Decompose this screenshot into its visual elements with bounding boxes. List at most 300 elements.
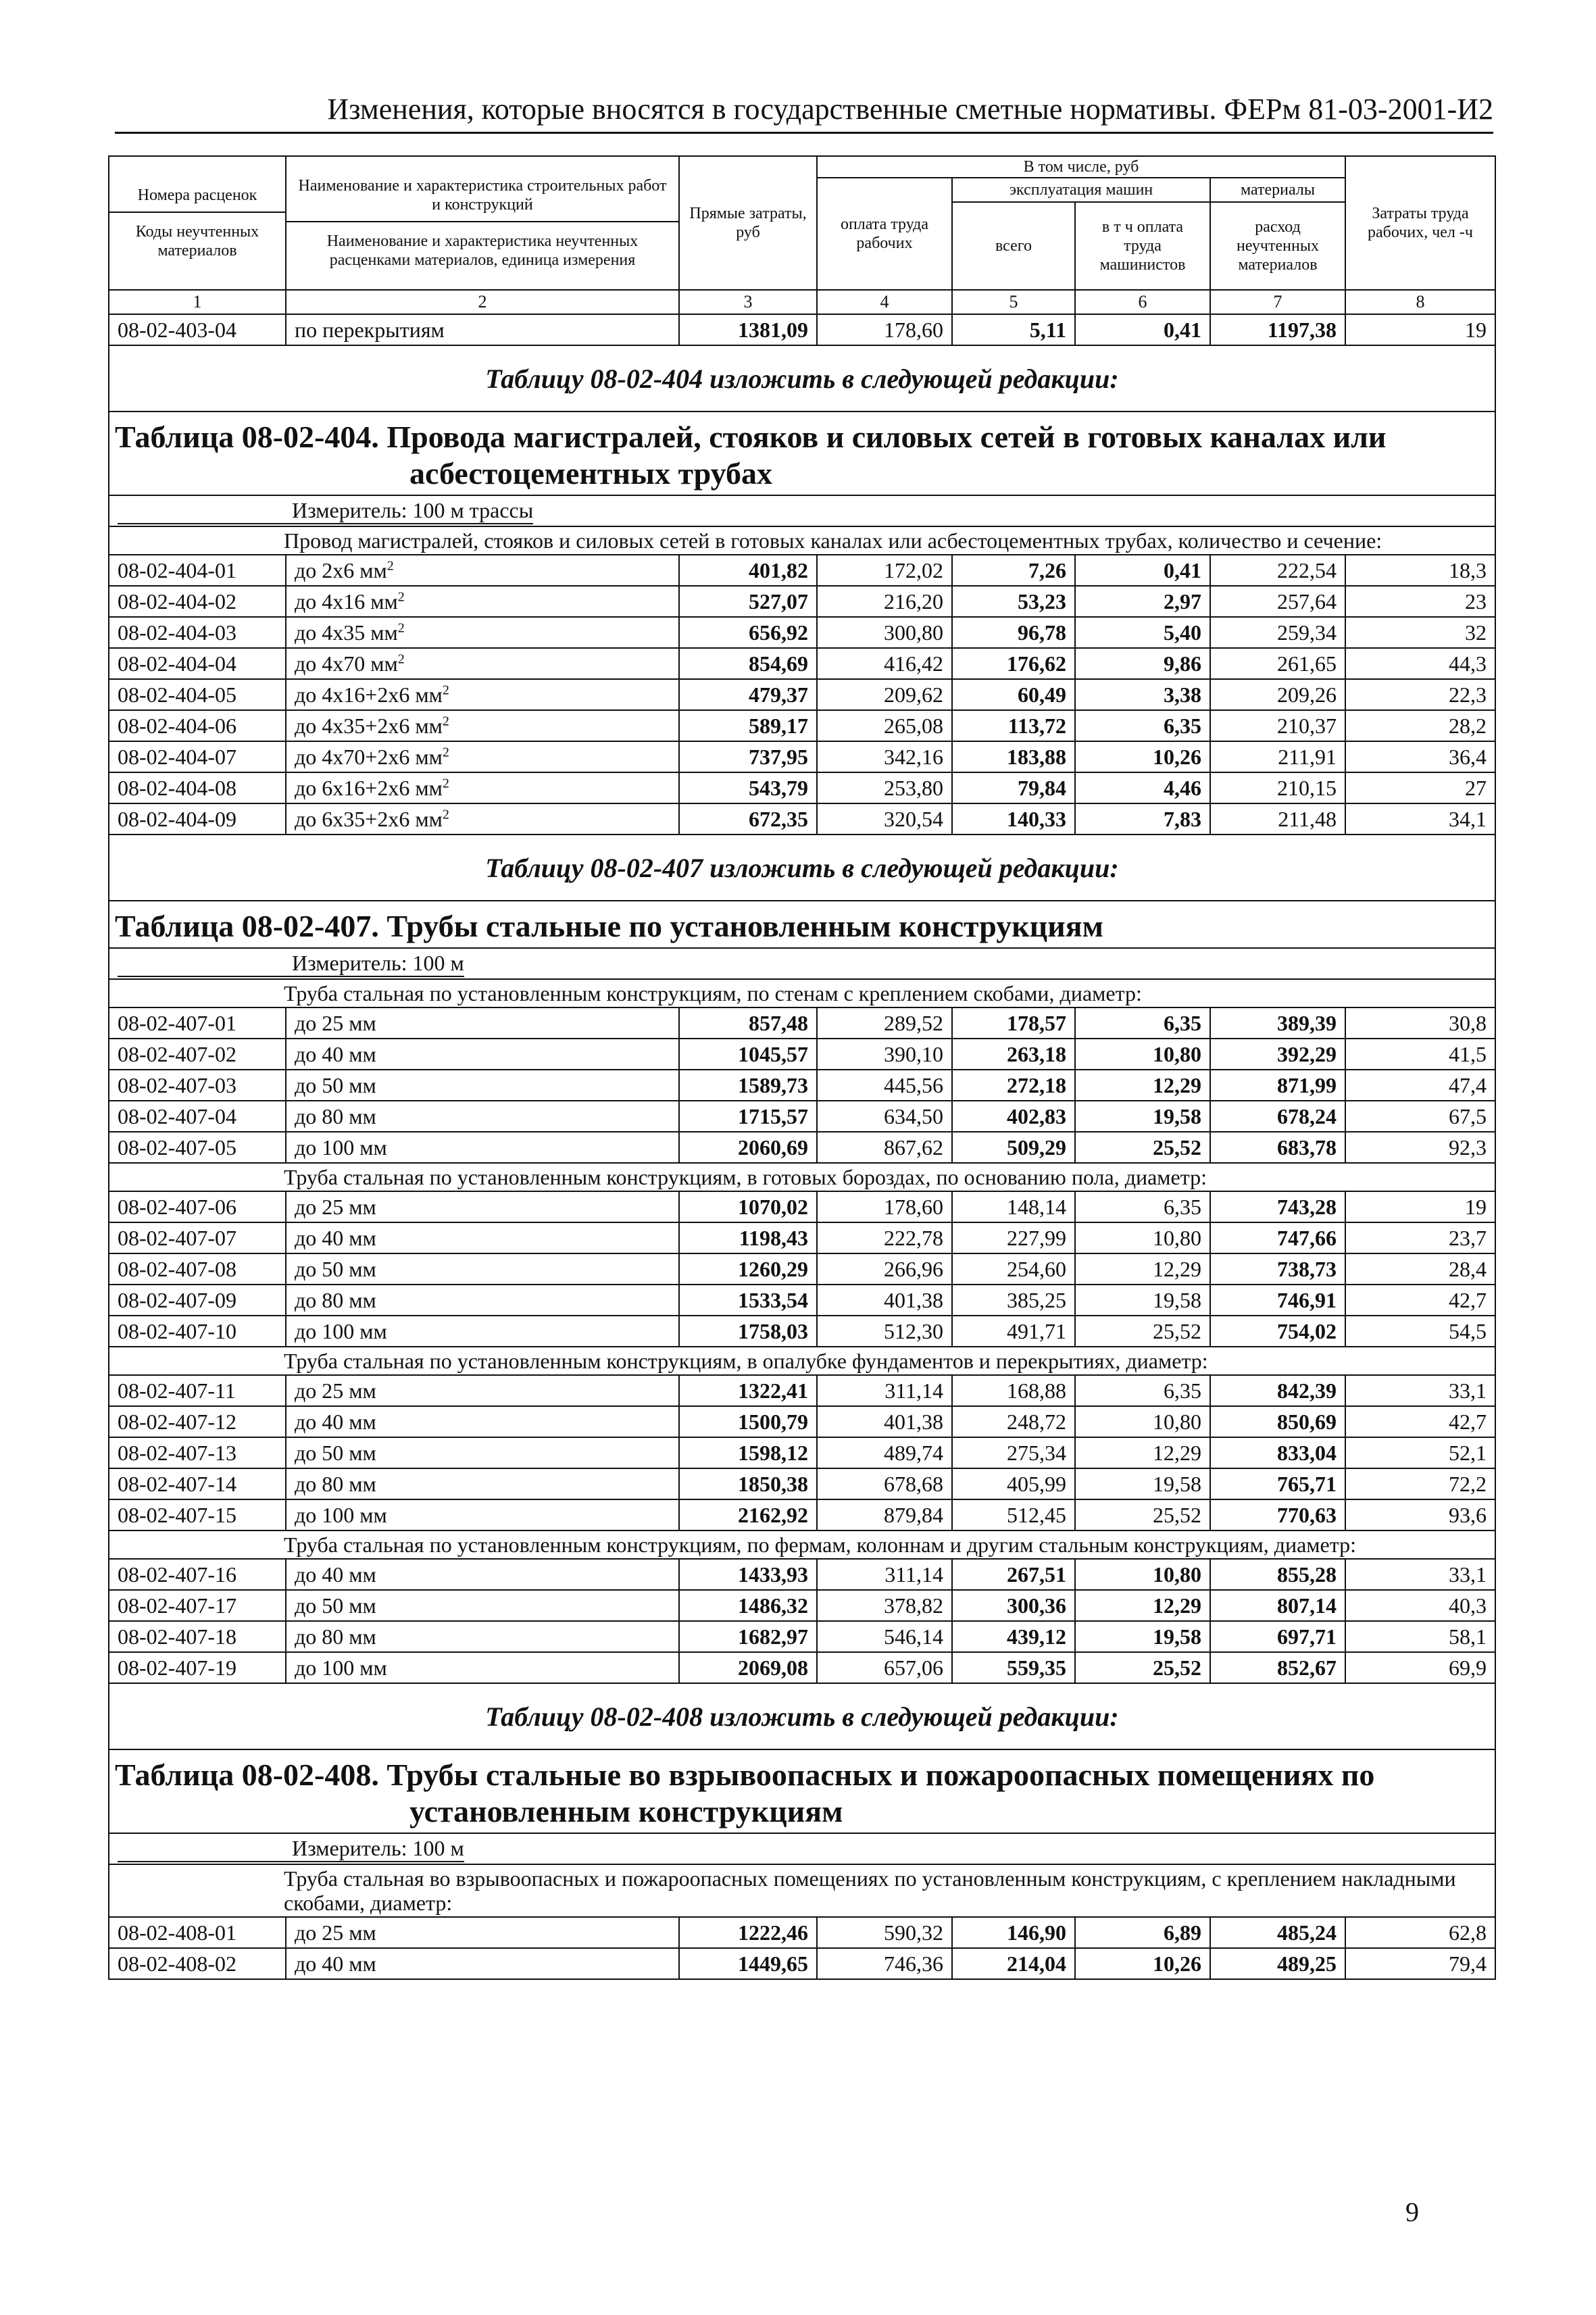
material-cost: 833,04 (1210, 1437, 1345, 1468)
rate-code: 08-02-404-03 (109, 617, 286, 648)
table-row (109, 1468, 1495, 1499)
labor-hours: 28,4 (1345, 1253, 1495, 1285)
material-cost: 770,63 (1210, 1499, 1345, 1530)
column-number: 1 (109, 290, 286, 314)
rate-code: 08-02-407-03 (109, 1070, 286, 1101)
rate-name: до 4х35 мм (295, 620, 398, 645)
rate-name: по перекрытиям (286, 314, 679, 345)
wage-cost: 289,52 (817, 1007, 952, 1039)
labor-hours: 19 (1345, 1191, 1495, 1222)
group-heading-row (109, 1163, 1495, 1191)
labor-hours: 58,1 (1345, 1621, 1495, 1652)
material-cost: 211,91 (1210, 741, 1345, 772)
wage-cost: 178,60 (817, 1191, 952, 1222)
material-cost: 259,34 (1210, 617, 1345, 648)
rate-code: 08-02-408-01 (109, 1917, 286, 1948)
machine-wage-cost: 25,52 (1075, 1652, 1210, 1683)
header-including: В том числе, руб (817, 156, 1345, 178)
rate-name-cell (286, 679, 679, 710)
column-number: 6 (1075, 290, 1210, 314)
edit-instruction: Таблицу 08-02-404 изложить в следующей редакции: (109, 345, 1495, 412)
unit-superscript: 2 (442, 682, 449, 698)
table-title-line: Таблица 08-02-407. Трубы стальные по установленным конструкциям (115, 909, 1103, 943)
rate-name-cell (286, 1948, 679, 1979)
labor-hours: 41,5 (1345, 1039, 1495, 1070)
rate-name-cell (286, 803, 679, 835)
wage-cost: 178,60 (817, 314, 952, 345)
running-head: Изменения, которые вносятся в государственные сметные нормативы. ФЕРм 81-03-2001-И2 (115, 92, 1493, 134)
measure-unit: Измеритель: 100 м трассы (118, 498, 533, 524)
rate-code: 08-02-404-06 (109, 710, 286, 741)
table-row (109, 1007, 1495, 1039)
material-cost: 210,15 (1210, 772, 1345, 803)
header-materials: материалы (1210, 178, 1345, 202)
measure-cell (109, 948, 1495, 979)
labor-hours: 33,1 (1345, 1375, 1495, 1406)
direct-cost: 737,95 (679, 741, 817, 772)
material-cost: 392,29 (1210, 1039, 1345, 1070)
machine-cost: 7,26 (952, 555, 1075, 586)
labor-hours: 44,3 (1345, 648, 1495, 679)
labor-hours: 52,1 (1345, 1437, 1495, 1468)
machine-wage-cost: 10,80 (1075, 1222, 1210, 1253)
table-title-row (109, 1749, 1495, 1833)
measure-unit: Измеритель: 100 м (118, 951, 464, 977)
direct-cost: 1322,41 (679, 1375, 817, 1406)
wage-cost: 416,42 (817, 648, 952, 679)
labor-hours: 18,3 (1345, 555, 1495, 586)
rate-name: до 25 мм (295, 1920, 376, 1945)
table-row (109, 1917, 1495, 1948)
rate-name-cell (286, 555, 679, 586)
machine-cost: 275,34 (952, 1437, 1075, 1468)
rate-code: 08-02-404-08 (109, 772, 286, 803)
measure-unit: Измеритель: 100 м (118, 1836, 464, 1862)
wage-cost: 489,74 (817, 1437, 952, 1468)
rate-code: 08-02-404-07 (109, 741, 286, 772)
labor-hours: 27 (1345, 772, 1495, 803)
rate-code: 08-02-408-02 (109, 1948, 286, 1979)
direct-cost: 1070,02 (679, 1191, 817, 1222)
group-heading-row (109, 1530, 1495, 1559)
machine-cost: 272,18 (952, 1070, 1075, 1101)
table-row (109, 1070, 1495, 1101)
table-row (109, 1437, 1495, 1468)
direct-cost: 527,07 (679, 586, 817, 617)
machine-wage-cost: 5,40 (1075, 617, 1210, 648)
unit-superscript: 2 (386, 558, 394, 574)
table-title-line: Таблица 08-02-404. Провода магистралей, стояков и силовых сетей в готовых каналах или (115, 420, 1387, 454)
material-cost: 871,99 (1210, 1070, 1345, 1101)
column-number: 2 (286, 290, 679, 314)
group-heading-row (109, 1864, 1495, 1917)
machine-wage-cost: 25,52 (1075, 1316, 1210, 1347)
rate-name: до 40 мм (295, 1226, 376, 1250)
header-names (286, 156, 679, 290)
rate-name-cell (286, 1101, 679, 1132)
rate-name: до 50 мм (295, 1593, 376, 1618)
rate-code: 08-02-407-01 (109, 1007, 286, 1039)
machine-wage-cost: 19,58 (1075, 1468, 1210, 1499)
unit-superscript: 2 (397, 620, 405, 636)
material-cost: 261,65 (1210, 648, 1345, 679)
direct-cost: 1500,79 (679, 1406, 817, 1437)
labor-hours: 23,7 (1345, 1222, 1495, 1253)
rate-code: 08-02-404-05 (109, 679, 286, 710)
unit-superscript: 2 (442, 745, 449, 760)
table-title-row (109, 901, 1495, 948)
labor-hours: 30,8 (1345, 1007, 1495, 1039)
direct-cost: 1045,57 (679, 1039, 817, 1070)
direct-cost: 401,82 (679, 555, 817, 586)
material-cost: 389,39 (1210, 1007, 1345, 1039)
unit-superscript: 2 (442, 714, 449, 729)
column-number: 7 (1210, 290, 1345, 314)
machine-cost: 227,99 (952, 1222, 1075, 1253)
rate-name: до 25 мм (295, 1195, 376, 1219)
machine-cost: 402,83 (952, 1101, 1075, 1132)
wage-cost: 378,82 (817, 1590, 952, 1621)
wage-cost: 266,96 (817, 1253, 952, 1285)
rate-name-cell (286, 1652, 679, 1683)
rate-name-cell (286, 1917, 679, 1948)
machine-cost: 214,04 (952, 1948, 1075, 1979)
machine-cost: 53,23 (952, 586, 1075, 617)
header-work-name: Наименование и характеристика строительных работ и конструкций (298, 177, 667, 214)
machine-cost: 5,11 (952, 314, 1075, 345)
labor-hours: 69,9 (1345, 1652, 1495, 1683)
direct-cost: 2060,69 (679, 1132, 817, 1163)
rate-name-cell (286, 1039, 679, 1070)
group-heading: Труба стальная по установленным конструкциям, в опалубке фундаментов и перекрытиях, диаметр: (109, 1347, 1495, 1375)
material-cost: 747,66 (1210, 1222, 1345, 1253)
table-row (109, 1406, 1495, 1437)
direct-cost: 2162,92 (679, 1499, 817, 1530)
machine-cost: 559,35 (952, 1652, 1075, 1683)
rate-code: 08-02-407-09 (109, 1285, 286, 1316)
material-cost: 209,26 (1210, 679, 1345, 710)
rate-name: до 50 мм (295, 1441, 376, 1465)
table-title (109, 901, 1495, 948)
header-rate-numbers: Номера расценок (137, 186, 257, 204)
table-row (109, 1253, 1495, 1285)
column-number: 3 (679, 290, 817, 314)
rate-name: до 25 мм (295, 1011, 376, 1035)
material-cost: 678,24 (1210, 1101, 1345, 1132)
labor-hours: 32 (1345, 617, 1495, 648)
rate-name: до 40 мм (295, 1410, 376, 1434)
machine-wage-cost: 4,46 (1075, 772, 1210, 803)
table-row (109, 1559, 1495, 1590)
material-cost: 697,71 (1210, 1621, 1345, 1652)
machine-wage-cost: 7,83 (1075, 803, 1210, 835)
material-cost: 489,25 (1210, 1948, 1345, 1979)
rate-name: до 2х6 мм (295, 558, 387, 582)
table-row (109, 772, 1495, 803)
machine-cost: 300,36 (952, 1590, 1075, 1621)
labor-hours: 19 (1345, 314, 1495, 345)
machine-cost: 263,18 (952, 1039, 1075, 1070)
rate-code: 08-02-404-04 (109, 648, 286, 679)
group-heading: Труба стальная по установленным конструкциям, по фермам, колоннам и другим стальным конструкциям, диаметр: (109, 1530, 1495, 1559)
table-row (109, 679, 1495, 710)
rate-name-cell (286, 1285, 679, 1316)
table-title-line: установленным конструкциям (409, 1794, 843, 1828)
rate-code: 08-02-404-02 (109, 586, 286, 617)
machine-wage-cost: 6,35 (1075, 1375, 1210, 1406)
machine-wage-cost: 10,80 (1075, 1039, 1210, 1070)
labor-hours: 36,4 (1345, 741, 1495, 772)
rate-name-cell (286, 1437, 679, 1468)
group-heading-row (109, 1347, 1495, 1375)
material-cost: 222,54 (1210, 555, 1345, 586)
direct-cost: 1381,09 (679, 314, 817, 345)
rate-code: 08-02-407-10 (109, 1316, 286, 1347)
labor-hours: 67,5 (1345, 1101, 1495, 1132)
machine-cost: 146,90 (952, 1917, 1075, 1948)
table-row (109, 314, 1495, 345)
header-direct-costs: Прямые затраты, руб (679, 156, 817, 290)
labor-hours: 34,1 (1345, 803, 1495, 835)
machine-wage-cost: 6,89 (1075, 1917, 1210, 1948)
wage-cost: 867,62 (817, 1132, 952, 1163)
unit-superscript: 2 (442, 776, 449, 791)
labor-hours: 28,2 (1345, 710, 1495, 741)
unit-superscript: 2 (397, 651, 405, 667)
machine-cost: 96,78 (952, 617, 1075, 648)
machine-wage-cost: 10,80 (1075, 1406, 1210, 1437)
material-cost: 842,39 (1210, 1375, 1345, 1406)
machine-wage-cost: 12,29 (1075, 1590, 1210, 1621)
table-row (109, 1039, 1495, 1070)
table-row (109, 1101, 1495, 1132)
table-row (109, 1948, 1495, 1979)
edit-instruction-row (109, 345, 1495, 412)
measure-row (109, 1833, 1495, 1864)
rate-code: 08-02-407-04 (109, 1101, 286, 1132)
rate-name-cell (286, 772, 679, 803)
direct-cost: 656,92 (679, 617, 817, 648)
labor-hours: 42,7 (1345, 1285, 1495, 1316)
machine-wage-cost: 0,41 (1075, 555, 1210, 586)
wage-cost: 657,06 (817, 1652, 952, 1683)
labor-hours: 40,3 (1345, 1590, 1495, 1621)
wage-cost: 879,84 (817, 1499, 952, 1530)
wage-cost: 209,62 (817, 679, 952, 710)
labor-hours: 23 (1345, 586, 1495, 617)
machine-wage-cost: 19,58 (1075, 1285, 1210, 1316)
material-cost: 765,71 (1210, 1468, 1345, 1499)
column-number: 5 (952, 290, 1075, 314)
machine-wage-cost: 0,41 (1075, 314, 1210, 345)
wage-cost: 746,36 (817, 1948, 952, 1979)
material-cost: 683,78 (1210, 1132, 1345, 1163)
rate-name: до 4х70 мм (295, 651, 398, 676)
machine-wage-cost: 19,58 (1075, 1621, 1210, 1652)
machine-cost: 148,14 (952, 1191, 1075, 1222)
material-cost: 855,28 (1210, 1559, 1345, 1590)
machine-wage-cost: 19,58 (1075, 1101, 1210, 1132)
wage-cost: 320,54 (817, 803, 952, 835)
rate-name-cell (286, 1406, 679, 1437)
rate-name-cell (286, 1007, 679, 1039)
material-cost: 743,28 (1210, 1191, 1345, 1222)
machine-cost: 60,49 (952, 679, 1075, 710)
machine-cost: 176,62 (952, 648, 1075, 679)
material-cost: 850,69 (1210, 1406, 1345, 1437)
rate-name: до 4х70+2х6 мм (295, 745, 443, 769)
machine-cost: 140,33 (952, 803, 1075, 835)
table-row (109, 741, 1495, 772)
labor-hours: 92,3 (1345, 1132, 1495, 1163)
rate-code: 08-02-407-15 (109, 1499, 286, 1530)
labor-hours: 54,5 (1345, 1316, 1495, 1347)
header-material-name: Наименование и характеристика неучтенных расценками материалов, единица измерения (286, 221, 678, 270)
table-row (109, 1191, 1495, 1222)
rate-code: 08-02-407-18 (109, 1621, 286, 1652)
unit-superscript: 2 (442, 807, 449, 822)
labor-hours: 22,3 (1345, 679, 1495, 710)
wage-cost: 265,08 (817, 710, 952, 741)
edit-instruction-row (109, 1683, 1495, 1749)
machine-cost: 178,57 (952, 1007, 1075, 1039)
rates-table (108, 155, 1496, 1980)
rate-name-cell (286, 617, 679, 648)
machine-cost: 113,72 (952, 710, 1075, 741)
direct-cost: 1758,03 (679, 1316, 817, 1347)
machine-cost: 183,88 (952, 741, 1075, 772)
direct-cost: 854,69 (679, 648, 817, 679)
direct-cost: 1598,12 (679, 1437, 817, 1468)
machine-wage-cost: 10,80 (1075, 1559, 1210, 1590)
rate-name-cell (286, 1499, 679, 1530)
table-title-row (109, 412, 1495, 495)
rate-name-cell (286, 1132, 679, 1163)
edit-instruction: Таблицу 08-02-408 изложить в следующей редакции: (109, 1683, 1495, 1749)
table-row (109, 617, 1495, 648)
rate-code: 08-02-407-13 (109, 1437, 286, 1468)
rate-name-cell (286, 710, 679, 741)
rate-name: до 80 мм (295, 1104, 376, 1128)
direct-cost: 672,35 (679, 803, 817, 835)
rate-code: 08-02-407-11 (109, 1375, 286, 1406)
rate-name: до 6х35+2х6 мм (295, 807, 443, 831)
direct-cost: 543,79 (679, 772, 817, 803)
material-cost: 754,02 (1210, 1316, 1345, 1347)
material-cost: 746,91 (1210, 1285, 1345, 1316)
measure-row (109, 495, 1495, 526)
rate-name: до 40 мм (295, 1562, 376, 1587)
column-number: 8 (1345, 290, 1495, 314)
table-row (109, 803, 1495, 835)
table-row (109, 1375, 1495, 1406)
column-number: 4 (817, 290, 952, 314)
labor-hours: 62,8 (1345, 1917, 1495, 1948)
rate-code: 08-02-407-06 (109, 1191, 286, 1222)
rate-code: 08-02-407-02 (109, 1039, 286, 1070)
rate-name: до 80 мм (295, 1624, 376, 1649)
wage-cost: 401,38 (817, 1406, 952, 1437)
table-title-line: асбестоцементных трубах (409, 456, 772, 491)
direct-cost: 1486,32 (679, 1590, 817, 1621)
table-row (109, 555, 1495, 586)
rate-code: 08-02-407-07 (109, 1222, 286, 1253)
labor-hours: 72,2 (1345, 1468, 1495, 1499)
machine-wage-cost: 2,97 (1075, 586, 1210, 617)
machine-wage-cost: 12,29 (1075, 1437, 1210, 1468)
direct-cost: 1533,54 (679, 1285, 817, 1316)
wage-cost: 390,10 (817, 1039, 952, 1070)
direct-cost: 1198,43 (679, 1222, 817, 1253)
rate-name-cell (286, 648, 679, 679)
material-cost: 485,24 (1210, 1917, 1345, 1948)
rate-code: 08-02-407-14 (109, 1468, 286, 1499)
table-row (109, 1222, 1495, 1253)
wage-cost: 401,38 (817, 1285, 952, 1316)
machine-cost: 168,88 (952, 1375, 1075, 1406)
measure-cell (109, 1833, 1495, 1864)
rate-name-cell (286, 1590, 679, 1621)
table-row (109, 1652, 1495, 1683)
direct-cost: 479,37 (679, 679, 817, 710)
machine-cost: 267,51 (952, 1559, 1075, 1590)
rate-code: 08-02-407-16 (109, 1559, 286, 1590)
rate-code: 08-02-404-01 (109, 555, 286, 586)
wage-cost: 678,68 (817, 1468, 952, 1499)
rate-name-cell (286, 1621, 679, 1652)
rate-code: 08-02-407-17 (109, 1590, 286, 1621)
direct-cost: 1715,57 (679, 1101, 817, 1132)
header-materials-consumption: расход неучтенных материалов (1210, 202, 1345, 290)
table-row (109, 1132, 1495, 1163)
machine-wage-cost: 9,86 (1075, 648, 1210, 679)
wage-cost: 172,02 (817, 555, 952, 586)
group-heading: Труба стальная во взрывоопасных и пожароопасных помещениях по установленным конструкциям, с креплением накладными скобами, диаметр: (109, 1864, 1495, 1917)
header-wage: оплата труда рабочих (817, 178, 952, 290)
direct-cost: 1682,97 (679, 1621, 817, 1652)
machine-wage-cost: 12,29 (1075, 1253, 1210, 1285)
machine-wage-cost: 3,38 (1075, 679, 1210, 710)
direct-cost: 589,17 (679, 710, 817, 741)
table-row (109, 710, 1495, 741)
machine-wage-cost: 25,52 (1075, 1132, 1210, 1163)
labor-hours: 79,4 (1345, 1948, 1495, 1979)
header-machines: эксплуатация машин (952, 178, 1210, 202)
direct-cost: 1589,73 (679, 1070, 817, 1101)
wage-cost: 311,14 (817, 1559, 952, 1590)
machine-cost: 385,25 (952, 1285, 1075, 1316)
rate-name: до 80 мм (295, 1472, 376, 1496)
rate-name: до 50 мм (295, 1257, 376, 1281)
direct-cost: 857,48 (679, 1007, 817, 1039)
rate-name: до 40 мм (295, 1951, 376, 1976)
material-cost: 1197,38 (1210, 314, 1345, 345)
material-cost: 210,37 (1210, 710, 1345, 741)
page-number: 9 (1405, 2197, 1419, 2227)
rate-name: до 4х16 мм (295, 589, 398, 614)
unit-superscript: 2 (397, 589, 405, 605)
wage-cost: 445,56 (817, 1070, 952, 1101)
machine-cost: 439,12 (952, 1621, 1075, 1652)
machine-wage-cost: 10,26 (1075, 741, 1210, 772)
rate-name-cell (286, 1468, 679, 1499)
material-cost: 257,64 (1210, 586, 1345, 617)
rate-code: 08-02-407-08 (109, 1253, 286, 1285)
group-heading-row (109, 979, 1495, 1007)
machine-wage-cost: 25,52 (1075, 1499, 1210, 1530)
rate-name: до 100 мм (295, 1503, 387, 1527)
rate-code: 08-02-407-19 (109, 1652, 286, 1683)
